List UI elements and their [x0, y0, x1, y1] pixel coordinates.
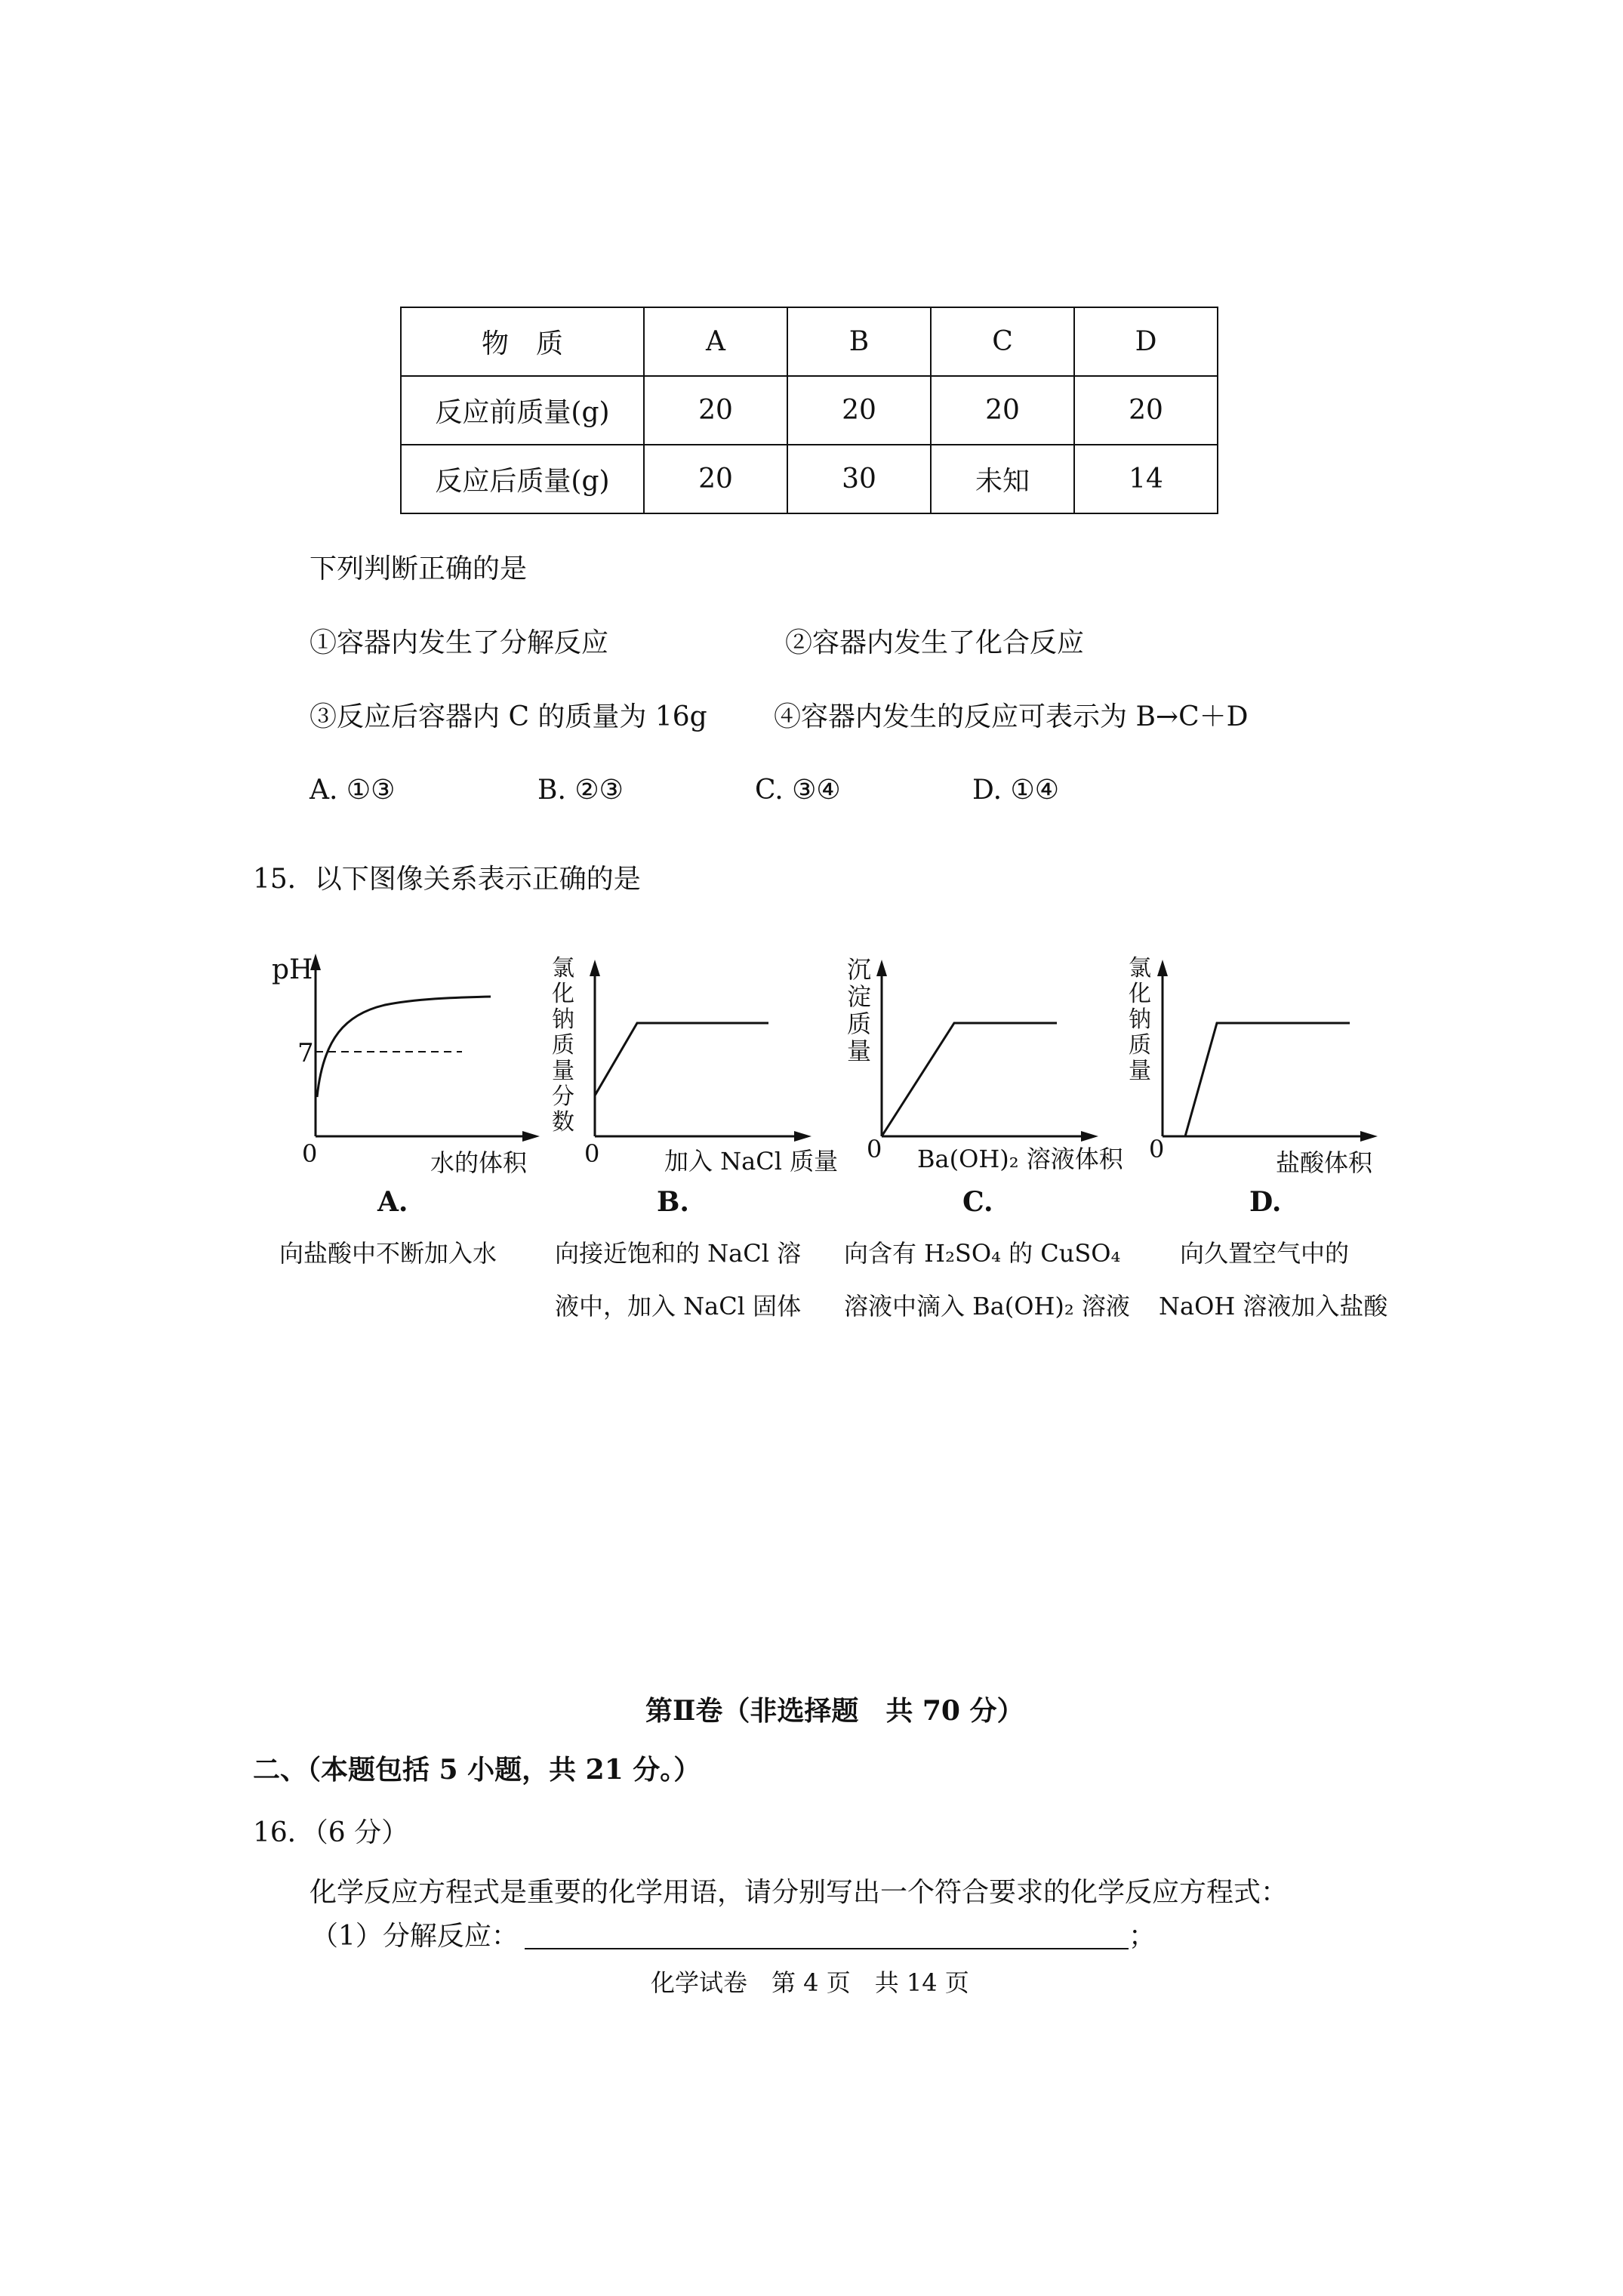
- chart-a-letter: A.: [377, 1186, 408, 1218]
- chart-c-origin: 0: [867, 1135, 882, 1163]
- q14-option-d: D. ①④: [972, 775, 1060, 806]
- chart-a-ylabel: pH: [272, 954, 313, 985]
- chart-a-origin: 0: [302, 1139, 318, 1168]
- chart-a-xlabel: 水的体积: [430, 1148, 528, 1177]
- q14-option-b: B. ②③: [537, 775, 624, 806]
- x-arrow-icon: [1081, 1131, 1098, 1142]
- table-cell: C: [931, 307, 1074, 376]
- table-row: [401, 445, 1218, 513]
- table-cell: 物 质: [401, 307, 644, 376]
- chart-d-desc-line2: NaOH 溶液加入盐酸: [1159, 1292, 1388, 1321]
- chart-c-desc-line1: 向含有 H₂SO₄ 的 CuSO₄: [844, 1239, 1121, 1268]
- table-cell: 20: [644, 445, 787, 513]
- q16-text: 化学反应方程式是重要的化学用语，请分别写出一个符合要求的化学反应方程式：: [310, 1877, 1289, 1908]
- chart-d-xlabel: 盐酸体积: [1276, 1148, 1373, 1177]
- table-cell: 20: [1074, 376, 1218, 445]
- chart-c: [868, 948, 1110, 1174]
- table-cell: D: [1074, 307, 1218, 376]
- chart-d-desc-line1: 向久置空气中的: [1180, 1239, 1350, 1268]
- chart-d-origin: 0: [1149, 1135, 1165, 1163]
- x-arrow-icon: [1360, 1131, 1378, 1142]
- q16-number: 16．（6 分）: [253, 1817, 409, 1848]
- table-cell: 20: [931, 376, 1074, 445]
- chart-b: [581, 948, 823, 1174]
- chart-b-origin: 0: [584, 1139, 600, 1168]
- y-arrow-icon: [590, 960, 600, 976]
- chart-line: [882, 1023, 1057, 1136]
- page-footer: 化学试卷 第 4 页 共 14 页: [651, 1968, 969, 1997]
- q14-statement-4: ④容器内发生的反应可表示为 B→C＋D: [774, 701, 1249, 732]
- q15-title: 15．以下图像关系表示正确的是: [253, 864, 641, 895]
- table-cell: A: [644, 307, 787, 376]
- section-part-heading: 二、（本题包括 5 小题，共 21 分。）: [253, 1754, 701, 1786]
- table-header-row: [401, 307, 1218, 376]
- chart-a-ytick: 7: [297, 1038, 314, 1068]
- chart-curve: [317, 997, 491, 1097]
- table-cell: 30: [787, 445, 931, 513]
- table-cell: 20: [644, 376, 787, 445]
- mass-table: [400, 307, 1218, 514]
- chart-d: [1147, 948, 1389, 1174]
- q16-item1-end: ；: [1129, 1921, 1156, 1952]
- chart-line: [1185, 1023, 1350, 1136]
- q14-option-c: C. ③④: [755, 775, 841, 806]
- chart-b-desc-line1: 向接近饱和的 NaCl 溶: [555, 1239, 802, 1268]
- chart-d-ylabel: 氯化钠质量: [1129, 955, 1151, 1084]
- x-arrow-icon: [522, 1131, 540, 1142]
- chart-b-xlabel: 加入 NaCl 质量: [664, 1147, 839, 1176]
- table-cell: 未知: [931, 445, 1074, 513]
- x-arrow-icon: [794, 1131, 812, 1142]
- chart-c-desc-line2: 溶液中滴入 Ba(OH)₂ 溶液: [844, 1292, 1130, 1321]
- table-cell: 反应后质量(g): [401, 445, 644, 513]
- q14-statement-3: ③反应后容器内 C 的质量为 16g: [310, 701, 707, 732]
- y-arrow-icon: [876, 960, 887, 976]
- q14-option-a: A. ①③: [310, 775, 396, 806]
- table-row: [401, 376, 1218, 445]
- section-title: 第Ⅱ卷（非选择题 共 70 分）: [645, 1695, 1024, 1727]
- chart-b-desc-line2: 液中，加入 NaCl 固体: [555, 1292, 802, 1321]
- q16-answer-line[interactable]: [525, 1948, 1129, 1949]
- chart-b-letter: B.: [657, 1186, 689, 1218]
- table-cell: 20: [787, 376, 931, 445]
- y-arrow-icon: [1157, 960, 1168, 976]
- chart-c-ylabel: 沉淀质量: [846, 955, 871, 1065]
- chart-a-desc: 向盐酸中不断加入水: [279, 1239, 497, 1268]
- chart-d-letter: D.: [1249, 1186, 1282, 1218]
- q14-statement-1: ①容器内发生了分解反应: [310, 627, 609, 658]
- chart-c-letter: C.: [962, 1186, 993, 1218]
- chart-b-ylabel: 氯化钠质量分数: [552, 955, 574, 1136]
- chart-line: [595, 1023, 768, 1096]
- table-cell: 14: [1074, 445, 1218, 513]
- q14-prompt: 下列判断正确的是: [310, 553, 528, 584]
- table-cell: B: [787, 307, 931, 376]
- table-cell: 反应前质量(g): [401, 376, 644, 445]
- chart-c-xlabel: Ba(OH)₂ 溶液体积: [917, 1145, 1123, 1173]
- q14-statement-2: ②容器内发生了化合反应: [785, 627, 1085, 658]
- q16-item1-label: （1）分解反应：: [311, 1921, 519, 1952]
